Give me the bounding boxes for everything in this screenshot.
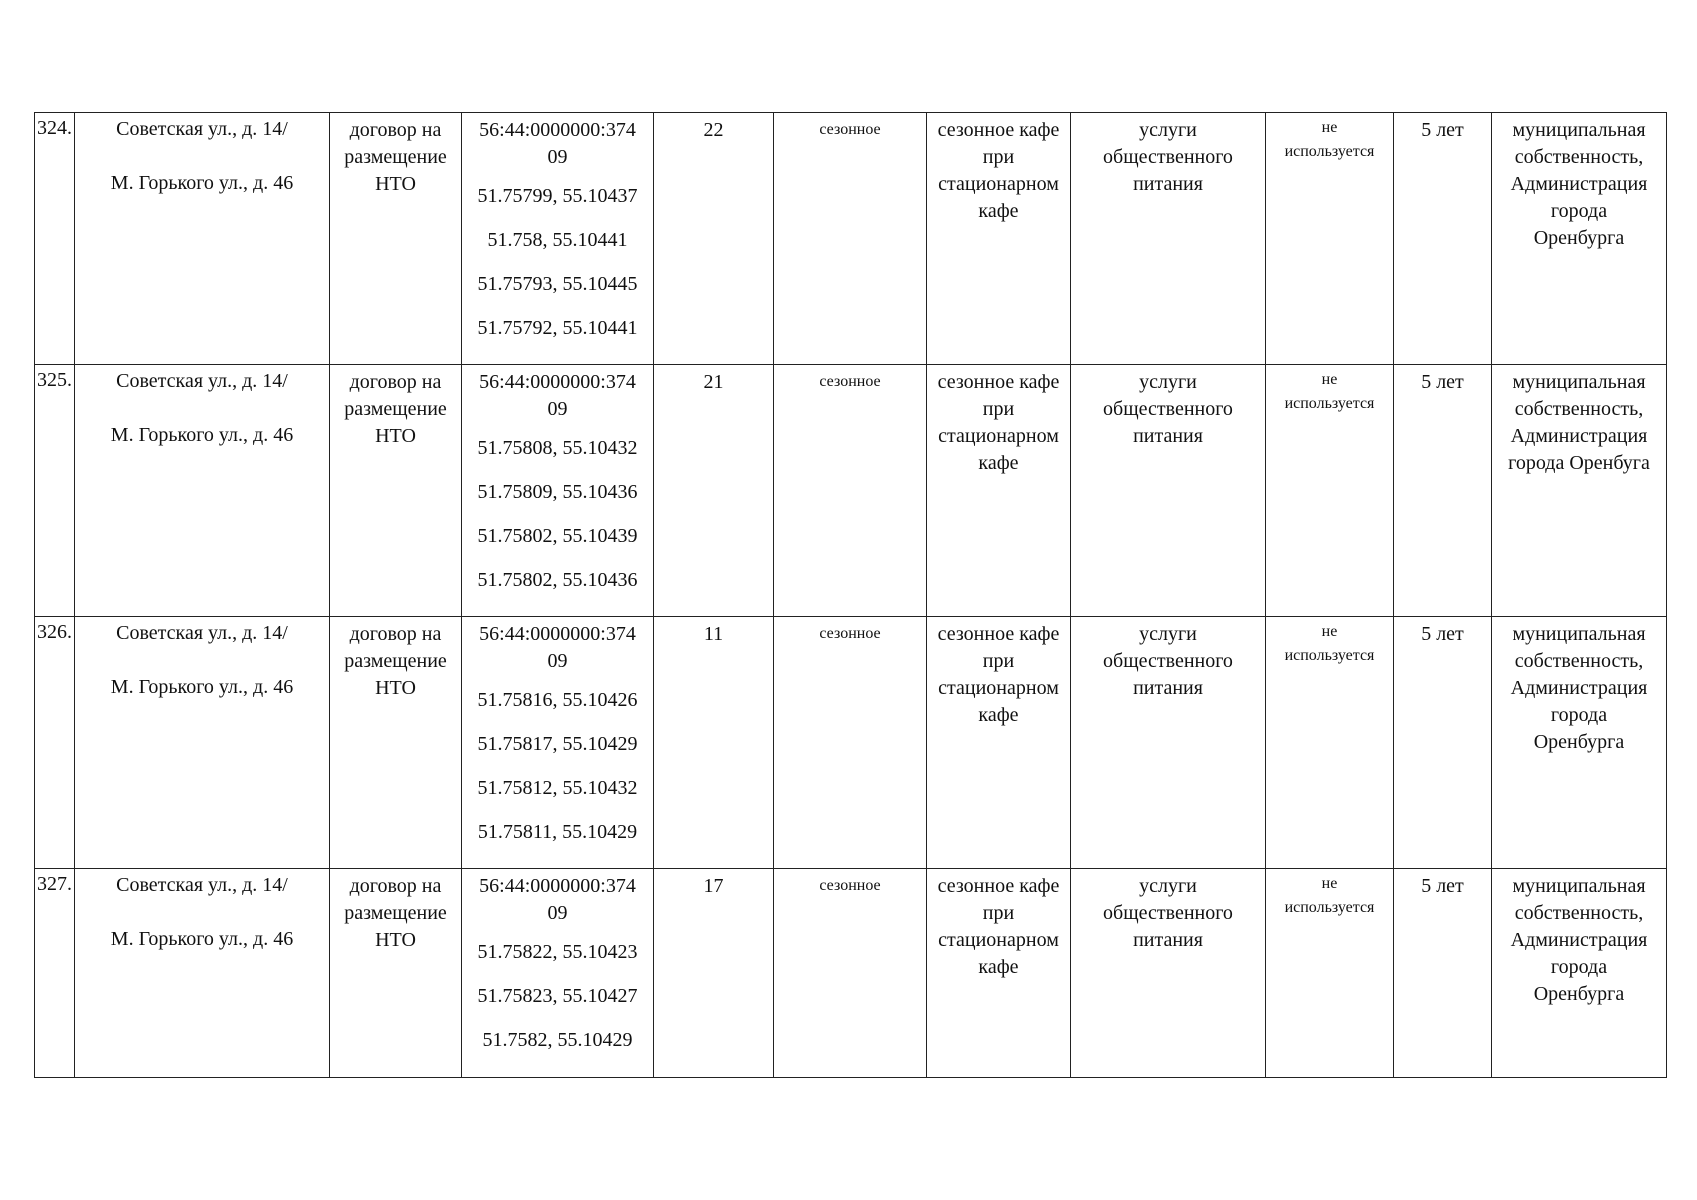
specialization-cell-line: услуги [1139, 371, 1197, 393]
cadastral-number: 56:44:0000000:374 [479, 623, 636, 645]
object-type-cell-line: при [982, 146, 1015, 168]
address-cell [75, 365, 330, 617]
owner-cell-line: Оренбурга [1533, 983, 1625, 1005]
cadastral-number: 56:44:0000000:374 [479, 875, 636, 897]
cadastral-number-suffix: 09 [547, 398, 568, 420]
basis-cell-line: размещение [344, 902, 447, 924]
row-number: 327. [35, 869, 75, 1078]
coordinate-point: 51.75809, 55.10436 [477, 481, 638, 503]
coordinate-point: 51.75811, 55.10429 [477, 821, 638, 843]
tenant-cell [1266, 617, 1394, 869]
address-cell-line: М. Горького ул., д. 46 [110, 676, 294, 698]
specialization-cell-line: питания [1133, 173, 1203, 195]
owner-cell-line: Администрация [1510, 173, 1648, 195]
object-type-cell-line: при [982, 650, 1015, 672]
owner-cell-line: муниципальная [1512, 371, 1646, 393]
owner-cell-line: Оренбурга [1533, 731, 1625, 753]
period-cell: сезонное [774, 113, 927, 365]
tenant-cell-line: не [1321, 119, 1338, 136]
tenant-cell-line: не [1321, 623, 1338, 640]
coordinate-point: 51.75802, 55.10436 [477, 569, 638, 591]
tenant-cell-line: не [1321, 875, 1338, 892]
tenant-cell-line: используется [1284, 647, 1375, 664]
coordinate-point: 51.7582, 55.10429 [482, 1029, 633, 1051]
address-cell-line: Советская ул., д. 14/ [116, 370, 288, 392]
specialization-cell-line: общественного [1103, 650, 1233, 672]
cadastral-number: 56:44:0000000:374 [479, 371, 636, 393]
area-cell: 11 [654, 617, 774, 869]
area-cell: 21 [654, 365, 774, 617]
term-cell: 5 лет [1394, 113, 1492, 365]
address-cell-line: М. Горького ул., д. 46 [110, 172, 294, 194]
owner-cell-line: города [1550, 704, 1608, 726]
period-cell: сезонное [774, 869, 927, 1078]
object-type-cell-line: сезонное кафе [937, 119, 1060, 141]
term-cell: 5 лет [1394, 869, 1492, 1078]
owner-cell [1492, 617, 1667, 869]
term-cell: 5 лет [1394, 365, 1492, 617]
coordinate-point: 51.75817, 55.10429 [477, 733, 638, 755]
coordinate-point: 51.75823, 55.10427 [477, 985, 638, 1007]
object-type-cell-line: стационарном [938, 929, 1059, 951]
tenant-cell [1266, 113, 1394, 365]
coordinate-point: 51.75822, 55.10423 [477, 941, 638, 963]
owner-cell-line: собственность, [1514, 146, 1644, 168]
object-type-cell-line: стационарном [938, 425, 1059, 447]
owner-cell-line: муниципальная [1512, 119, 1646, 141]
object-type-cell-line: сезонное кафе [937, 623, 1060, 645]
owner-cell [1492, 869, 1667, 1078]
coordinate-point: 51.75808, 55.10432 [477, 437, 638, 459]
specialization-cell-line: услуги [1139, 875, 1197, 897]
tenant-cell-line: используется [1284, 143, 1375, 160]
row-number: 325. [35, 365, 75, 617]
owner-cell-line: собственность, [1514, 650, 1644, 672]
basis-cell-line: НТО [375, 677, 416, 699]
object-type-cell-line: кафе [978, 200, 1019, 222]
basis-cell-line: НТО [375, 929, 416, 951]
cadastral-number-suffix: 09 [547, 650, 568, 672]
specialization-cell-line: питания [1133, 425, 1203, 447]
coordinate-point: 51.75793, 55.10445 [477, 273, 638, 295]
area-cell: 22 [654, 113, 774, 365]
basis-cell [330, 869, 462, 1078]
object-type-cell-line: при [982, 902, 1015, 924]
owner-cell-line: Администрация [1510, 425, 1648, 447]
owner-cell-line: города [1550, 200, 1608, 222]
specialization-cell-line: общественного [1103, 398, 1233, 420]
object-type-cell-line: кафе [978, 452, 1019, 474]
basis-cell [330, 617, 462, 869]
owner-cell-line: Администрация [1510, 677, 1648, 699]
tenant-cell-line: не [1321, 371, 1338, 388]
address-cell-line: Советская ул., д. 14/ [116, 622, 288, 644]
coordinate-point: 51.75799, 55.10437 [477, 185, 638, 207]
owner-cell [1492, 113, 1667, 365]
owner-cell-line: города Оренбуга [1508, 452, 1650, 474]
period-cell: сезонное [774, 365, 927, 617]
object-type-cell [927, 365, 1071, 617]
table-row [35, 113, 1667, 365]
basis-cell-line: договор на [349, 119, 442, 141]
period-cell: сезонное [774, 617, 927, 869]
address-cell [75, 869, 330, 1078]
specialization-cell-line: питания [1133, 929, 1203, 951]
basis-cell-line: договор на [349, 623, 442, 645]
coordinate-point: 51.758, 55.10441 [487, 229, 628, 251]
basis-cell [330, 113, 462, 365]
owner-cell-line: собственность, [1514, 902, 1644, 924]
specialization-cell-line: услуги [1139, 119, 1197, 141]
coordinate-point: 51.75812, 55.10432 [477, 777, 638, 799]
area-cell: 17 [654, 869, 774, 1078]
basis-cell [330, 365, 462, 617]
object-type-cell-line: сезонное кафе [937, 875, 1060, 897]
row-number: 324. [35, 113, 75, 365]
coordinates-cell [462, 113, 654, 365]
address-cell [75, 113, 330, 365]
coordinate-point: 51.75802, 55.10439 [477, 525, 638, 547]
address-cell-line: М. Горького ул., д. 46 [110, 928, 294, 950]
owner-cell-line: муниципальная [1512, 623, 1646, 645]
table-row [35, 617, 1667, 869]
object-type-cell-line: стационарном [938, 677, 1059, 699]
object-type-cell [927, 113, 1071, 365]
specialization-cell-line: общественного [1103, 902, 1233, 924]
table-row [35, 869, 1667, 1078]
basis-cell-line: НТО [375, 173, 416, 195]
object-type-cell-line: при [982, 398, 1015, 420]
basis-cell-line: размещение [344, 146, 447, 168]
object-type-cell [927, 869, 1071, 1078]
tenant-cell [1266, 869, 1394, 1078]
coordinate-point: 51.75816, 55.10426 [477, 689, 638, 711]
coordinate-point: 51.75792, 55.10441 [477, 317, 638, 339]
specialization-cell [1071, 617, 1266, 869]
object-type-cell-line: стационарном [938, 173, 1059, 195]
owner-cell-line: Администрация [1510, 929, 1648, 951]
nto-placement-table [34, 112, 1667, 1078]
object-type-cell [927, 617, 1071, 869]
coordinates-cell [462, 869, 654, 1078]
coordinates-cell [462, 617, 654, 869]
address-cell-line: М. Горького ул., д. 46 [110, 424, 294, 446]
term-cell: 5 лет [1394, 617, 1492, 869]
specialization-cell [1071, 365, 1266, 617]
cadastral-number-suffix: 09 [547, 146, 568, 168]
specialization-cell-line: услуги [1139, 623, 1197, 645]
address-cell-line: Советская ул., д. 14/ [116, 118, 288, 140]
owner-cell [1492, 365, 1667, 617]
owner-cell-line: собственность, [1514, 398, 1644, 420]
tenant-cell-line: используется [1284, 395, 1375, 412]
object-type-cell-line: кафе [978, 956, 1019, 978]
basis-cell-line: договор на [349, 371, 442, 393]
owner-cell-line: города [1550, 956, 1608, 978]
specialization-cell [1071, 869, 1266, 1078]
basis-cell-line: размещение [344, 650, 447, 672]
object-type-cell-line: сезонное кафе [937, 371, 1060, 393]
row-number: 326. [35, 617, 75, 869]
tenant-cell-line: используется [1284, 899, 1375, 916]
basis-cell-line: договор на [349, 875, 442, 897]
specialization-cell-line: питания [1133, 677, 1203, 699]
address-cell-line: Советская ул., д. 14/ [116, 874, 288, 896]
tenant-cell [1266, 365, 1394, 617]
owner-cell-line: Оренбурга [1533, 227, 1625, 249]
coordinates-cell [462, 365, 654, 617]
object-type-cell-line: кафе [978, 704, 1019, 726]
cadastral-number-suffix: 09 [547, 902, 568, 924]
owner-cell-line: муниципальная [1512, 875, 1646, 897]
cadastral-number: 56:44:0000000:374 [479, 119, 636, 141]
specialization-cell [1071, 113, 1266, 365]
specialization-cell-line: общественного [1103, 146, 1233, 168]
basis-cell-line: размещение [344, 398, 447, 420]
table-row [35, 365, 1667, 617]
address-cell [75, 617, 330, 869]
basis-cell-line: НТО [375, 425, 416, 447]
table-body [35, 113, 1667, 1078]
